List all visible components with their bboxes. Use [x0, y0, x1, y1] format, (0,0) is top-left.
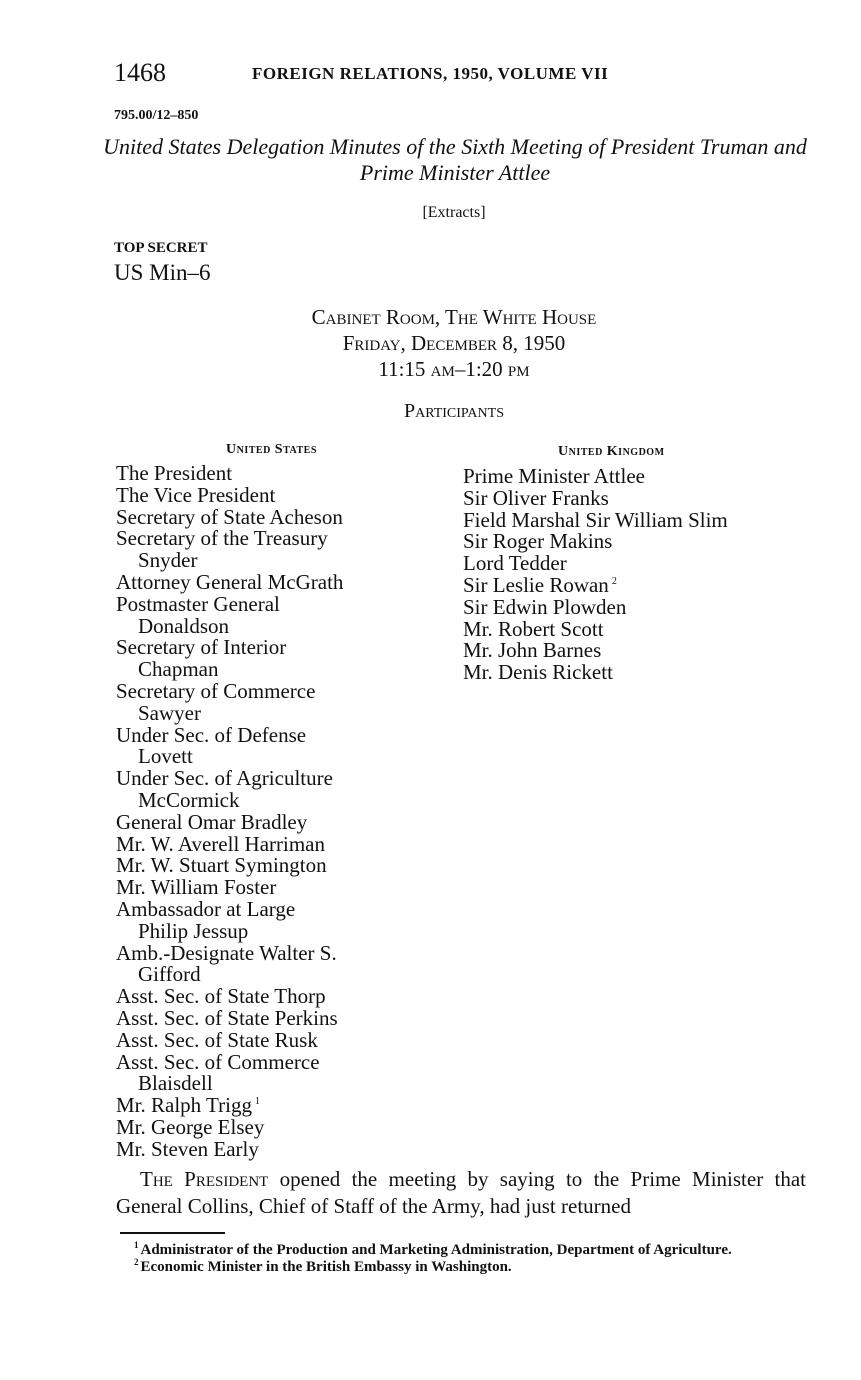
- us-participant: [116, 1095, 343, 1117]
- us-participant: [116, 809, 343, 834]
- us-participant: [116, 637, 343, 659]
- uk-participant: [463, 594, 728, 619]
- footnote: [116, 1259, 806, 1276]
- document-title: United States Delegation Minutes of the Sixth Meeting of President Truman and Prime Minister Attlee: [103, 134, 807, 185]
- participant-name: Philip Jessup: [138, 918, 249, 943]
- us-participant: [116, 569, 344, 594]
- us-participant: [116, 1073, 343, 1095]
- participant-name: Donaldson: [138, 613, 229, 638]
- participant-name: Under Sec. of Agriculture: [116, 766, 333, 791]
- us-participant: [116, 463, 343, 485]
- us-participant: [116, 877, 343, 899]
- uk-participant: [463, 616, 728, 641]
- body-paragraph: [116, 1166, 806, 1220]
- meeting-date: Friday, December 8, 1950: [342, 331, 566, 355]
- participant-name: Ambassador at Large: [116, 896, 296, 921]
- document-id: US Min–6: [114, 260, 211, 285]
- footnote-text: Administrator of the Production and Marketing Administration, Department of Agriculture.: [140, 1242, 732, 1258]
- us-participant: [116, 896, 343, 921]
- uk-participant: [463, 640, 728, 662]
- file-number: 795.00/12–850: [114, 108, 199, 123]
- uk-column-heading: United Kingdom: [558, 444, 665, 459]
- participant-name: Mr. Denis Rickett: [463, 660, 613, 685]
- participant-name: Sir Leslie Rowan: [463, 572, 609, 597]
- participant-name: Mr. W. Averell Harriman: [116, 831, 325, 856]
- participant-name: Chapman: [138, 657, 219, 682]
- us-participant: [116, 1005, 343, 1030]
- footnote-text: Economic Minister in the British Embassy in Washington.: [140, 1259, 512, 1275]
- us-column-heading: United States: [226, 442, 317, 457]
- participant-name: Asst. Sec. of State Rusk: [116, 1027, 318, 1052]
- participant-name: Mr. Steven Early: [116, 1136, 259, 1161]
- participant-name: Amb.-Designate Walter S.: [116, 940, 337, 965]
- uk-participant: [463, 572, 728, 597]
- uk-participant: [463, 507, 728, 532]
- us-participant: [116, 855, 343, 877]
- participant-name: Asst. Sec. of State Perkins: [116, 1005, 338, 1030]
- running-head: FOREIGN RELATIONS, 1950, VOLUME VII: [252, 64, 609, 83]
- us-participant: [116, 700, 343, 725]
- participant-name: Asst. Sec. of State Thorp: [116, 984, 326, 1009]
- footnote-mark: 1: [134, 1240, 139, 1250]
- uk-participant: [463, 531, 728, 553]
- footnotes: [116, 1242, 806, 1276]
- participant-name: Lovett: [138, 744, 193, 769]
- page-number: 1468: [114, 58, 166, 87]
- participant-name: Mr. Ralph Trigg: [116, 1093, 252, 1118]
- participants-heading: Participants: [403, 400, 504, 422]
- participant-name: Prime Minister Attlee: [463, 464, 645, 488]
- participant-name: Mr. Robert Scott: [463, 616, 604, 641]
- uk-participant: [463, 553, 728, 575]
- body-lead: The President: [140, 1167, 269, 1191]
- footnote-mark: 2: [134, 1257, 139, 1267]
- footnote: [116, 1242, 806, 1259]
- participant-name: Mr. George Elsey: [116, 1114, 265, 1139]
- us-participant: [116, 746, 343, 768]
- body-text: opened the meeting by saying to the Prime Minister that General Collins, Chief of Staff of the Army, had just returned: [116, 1167, 806, 1218]
- us-participant: [116, 613, 343, 638]
- participant-name: Blaisdell: [138, 1071, 213, 1096]
- meeting-time: 11:15 am–1:20 pm: [378, 357, 530, 381]
- us-participant: [116, 1136, 343, 1161]
- extracts-note: [Extracts]: [422, 204, 486, 221]
- us-participant: [116, 504, 343, 529]
- us-participant: [116, 918, 343, 943]
- us-participant: [116, 550, 343, 572]
- us-participant: [116, 831, 343, 856]
- participant-name: Sawyer: [138, 700, 201, 725]
- participant-name: Mr. W. Stuart Symington: [116, 853, 327, 878]
- us-participant-list: [116, 463, 343, 1161]
- us-participant: [116, 1027, 343, 1052]
- participant-name: Mr. William Foster: [116, 875, 277, 900]
- meeting-place-block: [0, 304, 861, 382]
- participant-name: The Vice President: [116, 482, 276, 507]
- participant-name: Postmaster General: [116, 591, 280, 616]
- participant-name: Mr. John Barnes: [463, 638, 602, 663]
- participant-name: McCormick: [138, 787, 240, 812]
- uk-participant: [463, 485, 728, 510]
- footnote-divider: [120, 1232, 225, 1234]
- participant-name: Field Marshal Sir William Slim: [463, 507, 728, 532]
- us-participant: [116, 964, 343, 986]
- us-participant: [116, 591, 343, 616]
- participant-name: Gifford: [138, 962, 201, 987]
- meeting-location: Cabinet Room, The White House: [311, 305, 597, 329]
- us-participant: [116, 678, 343, 703]
- participant-name: Under Sec. of Defense: [116, 722, 307, 747]
- participant-name: Lord Tedder: [463, 551, 567, 576]
- us-participant: [116, 482, 343, 507]
- participant-name: Sir Oliver Franks: [463, 485, 609, 510]
- participant-name: General Omar Bradley: [116, 809, 308, 834]
- participant-name: Sir Roger Makins: [463, 529, 613, 554]
- us-participant: [116, 940, 343, 965]
- participant-name: Secretary of State Acheson: [116, 504, 343, 529]
- us-participant: [116, 1114, 343, 1139]
- us-participant: [116, 659, 343, 681]
- us-participant: [116, 787, 343, 812]
- participant-name: Sir Edwin Plowden: [463, 594, 627, 619]
- us-participant: [116, 1049, 343, 1074]
- participant-name: Snyder: [138, 548, 198, 573]
- uk-participant-list: [463, 466, 728, 684]
- participant-name: Secretary of Commerce: [116, 678, 316, 703]
- participant-name: Attorney General McGrath: [116, 569, 344, 594]
- participant-name: Secretary of the Treasury: [116, 526, 328, 551]
- us-participant: [116, 528, 343, 550]
- us-participant: [116, 986, 343, 1008]
- us-participant: [116, 768, 343, 790]
- participant-name: The President: [116, 461, 233, 485]
- uk-participant: [463, 466, 728, 488]
- us-participant: [116, 722, 343, 747]
- participant-name: Secretary of Interior: [116, 635, 287, 660]
- footnote-marker: 1: [254, 1096, 260, 1108]
- participant-name: Asst. Sec. of Commerce: [116, 1049, 320, 1074]
- uk-participant: [463, 662, 728, 684]
- footnote-marker: 2: [611, 575, 617, 587]
- classification-label: TOP SECRET: [114, 240, 208, 256]
